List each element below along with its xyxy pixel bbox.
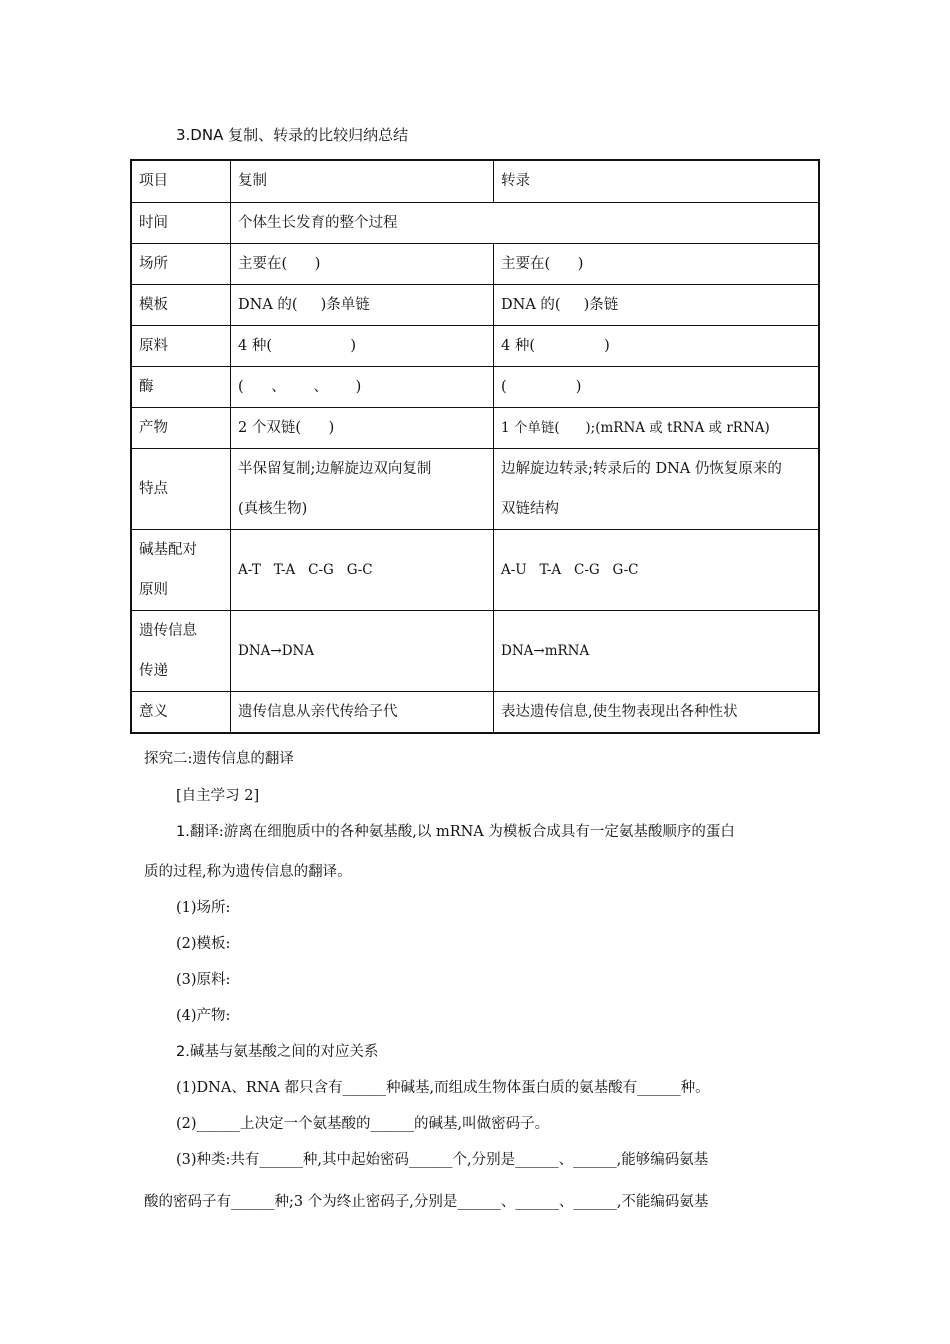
row-label: 时间: [131, 202, 231, 243]
list-item: (1)场所:: [176, 900, 231, 916]
table-row: [131, 407, 819, 448]
table-cell: A-T T-A C-G G-C: [231, 529, 494, 610]
table-cell: 4 种( ): [231, 325, 494, 366]
table-cell: 个体生长发育的整个过程: [231, 202, 820, 243]
table-cell: DNA 的( )条单链: [231, 284, 494, 325]
table-cell: 4 种( ): [494, 325, 820, 366]
paragraph-line: 质的过程,称为遗传信息的翻译。: [144, 864, 352, 880]
list-number: 2.: [176, 1044, 190, 1060]
table-cell: ( 、 、 ): [231, 366, 494, 407]
table-header-cell: 复制: [231, 160, 494, 202]
list-item: (2)模板:: [176, 936, 231, 952]
list-item: (3)原料:: [176, 972, 231, 988]
row-label: [131, 529, 231, 610]
paragraph-text: 翻译:游离在细胞质中的各种氨基酸,以 mRNA 为模板合成具有一定氨基酸顺序的蛋白: [189, 824, 735, 840]
row-label-line: 遗传信息: [139, 622, 197, 639]
question-line: (3)种类:共有______种,其中起始密码______个,分别是______、______,能够编码氨基: [176, 1152, 709, 1168]
table-cell: A-U T-A C-G G-C: [494, 529, 820, 610]
table-row: [131, 243, 819, 284]
question-line: (1)DNA、RNA 都只含有______种碱基,而组成生物体蛋白质的氨基酸有______种。: [176, 1080, 710, 1096]
question-line: (2)______上决定一个氨基酸的______的碱基,叫做密码子。: [176, 1116, 550, 1132]
row-label: 原料: [131, 325, 231, 366]
cell-line: (真核生物): [238, 500, 308, 517]
table-row: [131, 529, 819, 610]
table-row: [131, 325, 819, 366]
question-line: 酸的密码子有______种;3 个为终止密码子,分别是______、______、______,不能编码氨基: [144, 1194, 709, 1210]
table-cell: [494, 448, 820, 529]
list-number: 1.: [176, 824, 190, 840]
row-label: 模板: [131, 284, 231, 325]
table-header-row: [131, 160, 819, 202]
table-row: [131, 448, 819, 529]
table-cell: ( ): [494, 366, 820, 407]
table-cell: 主要在( ): [231, 243, 494, 284]
table-header-cell: 项目: [131, 160, 231, 202]
table-cell: DNA→mRNA: [494, 610, 820, 691]
section-heading: 3.DNA 复制、转录的比较归纳总结: [176, 126, 409, 144]
paragraph-line: [176, 1042, 378, 1062]
row-label: 特点: [131, 448, 231, 529]
row-label: 酶: [131, 366, 231, 407]
comparison-table: [130, 159, 820, 734]
row-label-line: 原则: [139, 581, 168, 598]
row-label: [131, 610, 231, 691]
table-header-cell: 转录: [494, 160, 820, 202]
table-cell: [231, 448, 494, 529]
table-row: [131, 366, 819, 407]
table-cell: 遗传信息从亲代传给子代: [231, 691, 494, 733]
table-cell: DNA→DNA: [231, 610, 494, 691]
table-row: [131, 691, 819, 733]
row-label: 意义: [131, 691, 231, 733]
row-label-line: 碱基配对: [139, 541, 197, 558]
cell-line: 双链结构: [501, 500, 559, 517]
section-title: 探究二:遗传信息的翻译: [144, 751, 294, 767]
table-cell: 表达遗传信息,使生物表现出各种性状: [494, 691, 820, 733]
paragraph-line: [176, 822, 735, 842]
list-item: (4)产物:: [176, 1008, 231, 1024]
self-study-tag: [自主学习 2]: [176, 788, 260, 804]
table-cell: 主要在( ): [494, 243, 820, 284]
table-row: [131, 202, 819, 243]
row-label: 产物: [131, 407, 231, 448]
cell-line: 半保留复制;边解旋边双向复制: [238, 460, 432, 477]
row-label-line: 传递: [139, 662, 168, 679]
table-cell: DNA 的( )条链: [494, 284, 820, 325]
table-row: [131, 610, 819, 691]
table-cell: 2 个双链( ): [231, 407, 494, 448]
paragraph-text: 碱基与氨基酸之间的对应关系: [189, 1044, 379, 1060]
table-row: [131, 284, 819, 325]
cell-line: 边解旋边转录;转录后的 DNA 仍恢复原来的: [501, 460, 782, 477]
table-cell: 1 个单链( );(mRNA 或 tRNA 或 rRNA): [494, 407, 820, 448]
row-label: 场所: [131, 243, 231, 284]
